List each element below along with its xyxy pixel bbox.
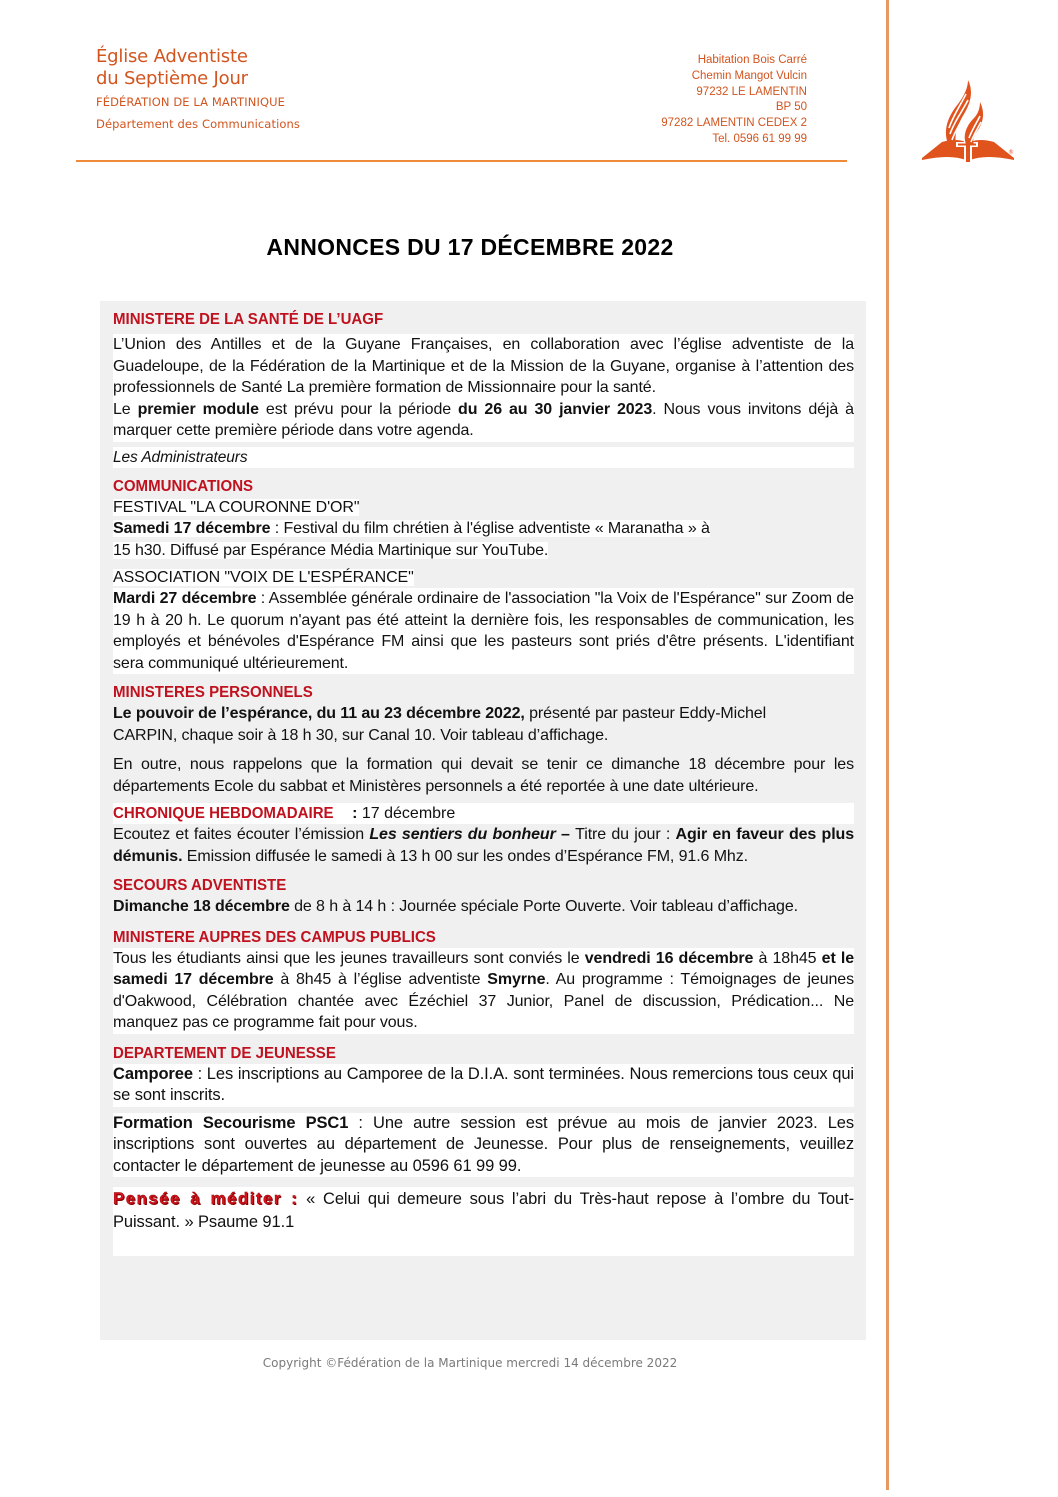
federation-name: FÉDÉRATION DE LA MARTINIQUE	[96, 95, 285, 109]
sante-signature: Les Administrateurs	[113, 447, 854, 469]
address-line: Habitation Bois Carré	[697, 54, 807, 66]
address-line: Chemin Mangot Vulcin	[691, 69, 807, 82]
address-line: 97232 LE LAMENTIN	[696, 85, 807, 98]
association-heading	[113, 567, 854, 588]
mp-paragraph-2: En outre, nous rappelons que la formation qui devait se tenir ce dimanche 18 décembre pour les départements Ecole du sabbat et Ministères personnels a été reportée à une date ultérieure.	[113, 756, 854, 795]
org-name-line2: du Septième Jour	[96, 68, 248, 89]
secours-text: de 8 h à 14 h : Journée spéciale Porte Ouverte. Voir tableau d’affichage.	[289, 898, 798, 915]
campus-date-2: et le samedi 17 décembre	[113, 949, 854, 988]
campus-text: à 18h45	[753, 949, 822, 967]
sante-text: . Nous vous invitons déjà à marquer cette première période dans votre agenda.	[113, 400, 854, 439]
sante-text: est prévu pour la période	[258, 400, 459, 418]
page-title: ANNONCES DU 17 DÉCEMBRE 2022	[266, 234, 674, 260]
mp-event-title: Le pouvoir de l’espérance, du 11 au 23 décembre 2022,	[113, 705, 525, 722]
header-divider	[76, 160, 847, 162]
camporee-paragraph	[113, 1064, 854, 1107]
chronique-text: Emission diffusée le samedi à 13 h 00 sur les ondes d’Espérance FM, 91.6 Mhz.	[182, 847, 748, 865]
pensee-paragraph	[113, 1187, 854, 1256]
chronique-topic: Agir en faveur des plus démunis.	[113, 826, 855, 865]
campus-paragraph	[113, 948, 854, 1034]
section-title-chronique: CHRONIQUE HEBDOMADAIRE	[113, 805, 334, 822]
secours-paragraph	[113, 896, 854, 918]
festival-text: 15 h30. Diffusé par Espérance Média Martinique sur YouTube.	[113, 541, 549, 559]
campus-date-1: vendredi 16 décembre	[584, 949, 754, 967]
department-name: Département des Communications	[96, 117, 300, 131]
adventist-logo-icon	[920, 78, 1016, 164]
organization-header	[96, 46, 300, 132]
association-text: : Assemblée générale ordinaire de l'association "la Voix de l'Espérance" sur Zoom de 19 h à 20 h. Le quorum n'ayant pas été atteint la dernière fois, les responsables de communication, les employés et bénévoles d'Espérance FM ainsi que les pasteurs sont priés d'être présents. L'identifiant sera communiqué ultérieurement.	[113, 590, 854, 672]
camporee-label: Camporee	[113, 1064, 193, 1083]
phone-line: Tel. 0596 61 99 99	[712, 132, 807, 145]
mp-paragraph-1	[113, 703, 854, 746]
chronique-header	[113, 803, 854, 824]
section-title-campus: MINISTERE AUPRES DES CAMPUS PUBLICS	[113, 928, 436, 946]
svg-text:®: ®	[1008, 149, 1014, 156]
pensee-text: « Celui qui demeure sous l’abri du Très-haut repose à l’ombre du Tout-Puissant. » Psaume 91.1	[113, 1190, 854, 1231]
association-heading-text: ASSOCIATION "VOIX DE L'ESPÉRANCE"	[113, 569, 414, 586]
festival-text: : Festival du film chrétien à l'église adventiste « Maranatha » à	[270, 520, 710, 537]
association-date: Mardi 27 décembre	[113, 590, 257, 607]
campus-text: à 8h45 à l’église adventiste	[273, 971, 488, 988]
secours-date: Dimanche 18 décembre	[113, 898, 290, 915]
festival-date: Samedi 17 décembre	[113, 520, 271, 537]
chronique-text: Ecoutez et faites écouter l’émission	[113, 826, 370, 843]
address-line: 97282 LAMENTIN CEDEX 2	[661, 117, 807, 130]
section-title-jeunesse: DEPARTEMENT DE JEUNESSE	[113, 1044, 336, 1062]
chronique-text: Titre du jour :	[575, 826, 676, 843]
festival-heading	[113, 497, 854, 518]
sante-text: L’Union des Antilles et de la Guyane Françaises, en collaboration avec l’église adventiste de la Guadeloupe, de la Fédération de la Martinique et de la Mission de la Guyane, organise à l’attention des professionnels de Santé La première formation de Missionnaire pour la santé.	[113, 336, 854, 396]
camporee-text: : Les inscriptions au Camporee de la D.I.A. sont terminées. Nous remercions tous ceux qui se sont inscrits.	[113, 1064, 854, 1104]
copyright-footer: Copyright ©Fédération de la Martinique mercredi 14 décembre 2022	[262, 1356, 678, 1370]
chronique-date: 17 décembre	[361, 805, 456, 822]
address-block	[661, 53, 807, 148]
side-divider	[886, 0, 889, 1490]
section-title-ministeres-personnels: MINISTERES PERSONNELS	[113, 684, 313, 701]
section-title-secours: SECOURS ADVENTISTE	[113, 877, 287, 894]
festival-heading-text: FESTIVAL "LA COURONNE D'OR"	[113, 499, 360, 516]
sante-dates: du 26 au 30 janvier 2023	[458, 400, 653, 418]
psc1-label: Formation Secourisme PSC1	[113, 1113, 349, 1132]
org-name-line1: Église Adventiste	[96, 46, 248, 67]
section-title-sante: MINISTERE DE LA SANTÉ DE L’UAGF	[113, 311, 384, 328]
association-paragraph	[113, 588, 854, 674]
emission-name: Les sentiers du bonheur	[369, 826, 556, 843]
festival-paragraph	[113, 518, 854, 561]
mp-text: présenté par pasteur Eddy-Michel CARPIN, chaque soir à 18 h 30, sur Canal 10. Voir tableau d’affichage.	[113, 705, 767, 744]
campus-church: Smyrne	[487, 971, 546, 988]
sante-module-label: premier module	[137, 400, 259, 418]
chronique-dash: –	[555, 826, 576, 843]
campus-text: Tous les étudiants ainsi que les jeunes travailleurs sont conviés le	[113, 949, 585, 967]
chronique-paragraph	[113, 824, 854, 867]
sante-text: Le	[113, 400, 138, 418]
psc1-text: : Une autre session est prévue au mois de janvier 2023. Les inscriptions sont ouvertes au département de Jeunesse. Pour plus de renseignements, veuillez contacter le département de jeunesse au 0596 61 99 99.	[113, 1113, 854, 1175]
address-line: BP 50	[775, 101, 807, 114]
announcements-panel	[100, 301, 866, 1340]
chronique-separator: :	[347, 805, 362, 822]
psc1-paragraph	[113, 1113, 854, 1178]
campus-text: . Au programme : Témoignages de jeunes d'Oakwood, Célébration chantée avec Ézéchiel 37 Junior, Panel de discussion, Prédication... Ne manquez pas ce programme fait pour vous.	[113, 971, 855, 1031]
section-title-communications: COMMUNICATIONS	[113, 478, 254, 495]
pensee-label: Pensée à méditer :	[113, 1189, 299, 1208]
sante-paragraph	[113, 334, 854, 442]
